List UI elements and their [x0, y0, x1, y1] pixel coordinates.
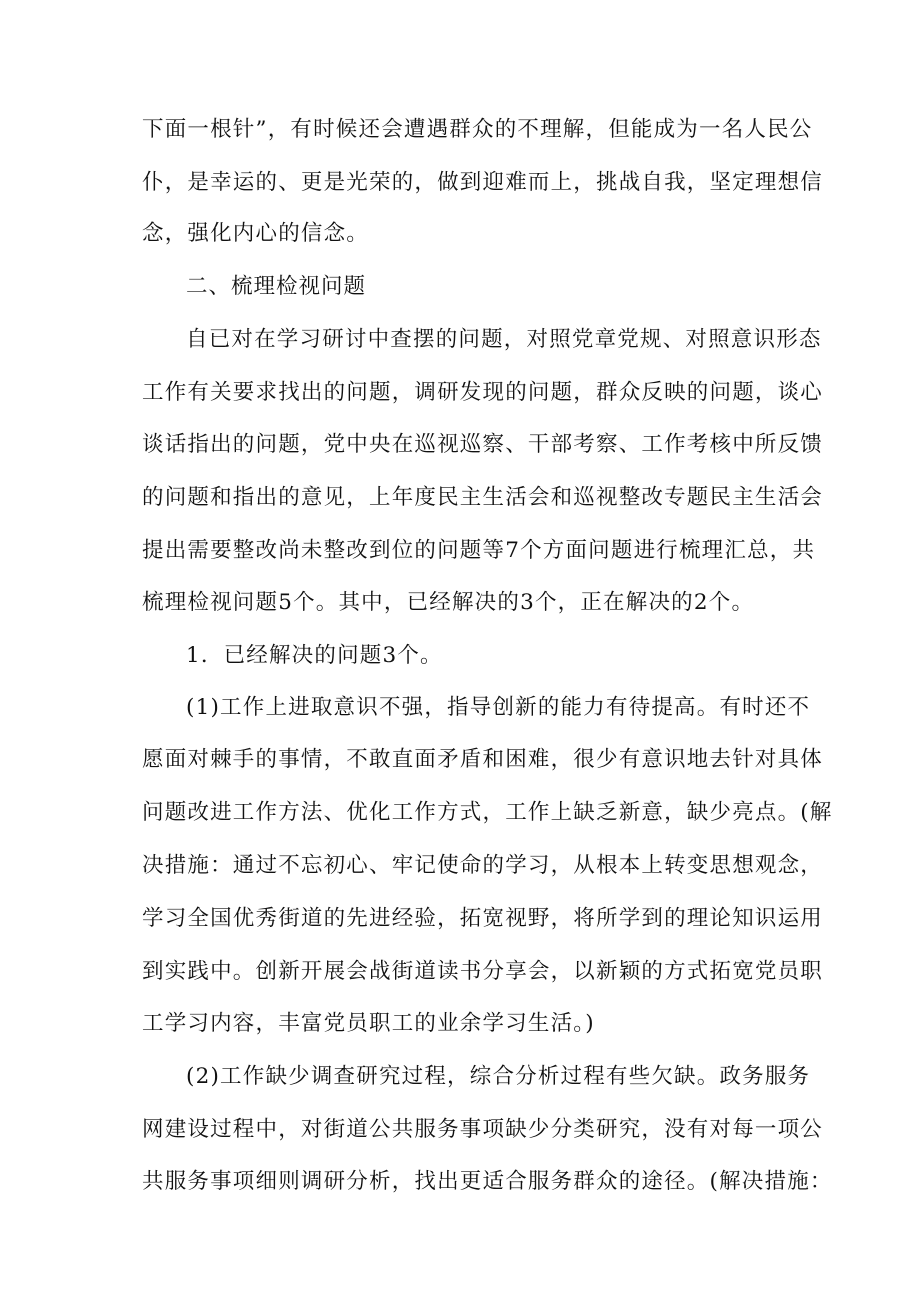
paragraph-line: 到实践中。创新开展会战街道读书分享会，以新颖的方式拓宽党员职	[142, 959, 824, 984]
paragraph-line: 愿面对棘手的事情，不敢直面矛盾和困难，很少有意识地去针对具体	[142, 747, 824, 772]
paragraph-line: (1)工作上进取意识不强，指导创新的能力有待提高。有时还不	[186, 695, 811, 720]
paragraph-line: 梳理检视问题5个。其中，已经解决的3个，正在解决的2个。	[142, 590, 755, 615]
paragraph-line: (2)工作缺少调查研究过程，综合分析过程有些欠缺。政务服务	[186, 1064, 811, 1089]
paragraph-line: 谈话指出的问题，党中央在巡视巡察、干部考察、工作考核中所反馈	[142, 432, 824, 457]
paragraph-line: 工学习内容，丰富党员职工的业余学习生活。)	[142, 1011, 595, 1036]
paragraph-line: 问题改进工作方法、优化工作方式，工作上缺乏新意，缺少亮点。(解	[142, 800, 833, 825]
paragraph-line: 自已对在学习研讨中查摆的问题，对照党章党规、对照意识形态	[186, 327, 822, 352]
paragraph-line: 学习全国优秀街道的先进经验，拓宽视野，将所学到的理论知识运用	[142, 906, 824, 931]
subheading: 1．已经解决的问题3个。	[186, 643, 443, 668]
paragraph-line: 网建设过程中，对街道公共服务事项缺少分类研究，没有对每一项公	[142, 1117, 824, 1142]
paragraph-line: 决措施：通过不忘初心、牢记使命的学习，从根本上转变思想观念，	[142, 853, 824, 878]
paragraph-line: 工作有关要求找出的问题，调研发现的问题，群众反映的问题，谈心	[142, 380, 824, 405]
paragraph-line: 的问题和指出的意见，上年度民主生活会和巡视整改专题民主生活会	[142, 485, 824, 510]
paragraph-line: 下面一根针”，有时候还会遭遇群众的不理解，但能成为一名人民公	[142, 117, 813, 142]
paragraph-line: 提出需要整改尚未整改到位的问题等7个方面问题进行梳理汇总，共	[142, 538, 816, 563]
paragraph-line: 念，强化内心的信念。	[142, 221, 370, 246]
section-heading: 二、梳理检视问题	[186, 274, 367, 299]
paragraph-line: 共服务事项细则调研分析，找出更适合服务群众的途径。(解决措施：	[142, 1169, 833, 1194]
paragraph-line: 仆，是幸运的、更是光荣的，做到迎难而上，挑战自我，坚定理想信	[142, 170, 824, 195]
